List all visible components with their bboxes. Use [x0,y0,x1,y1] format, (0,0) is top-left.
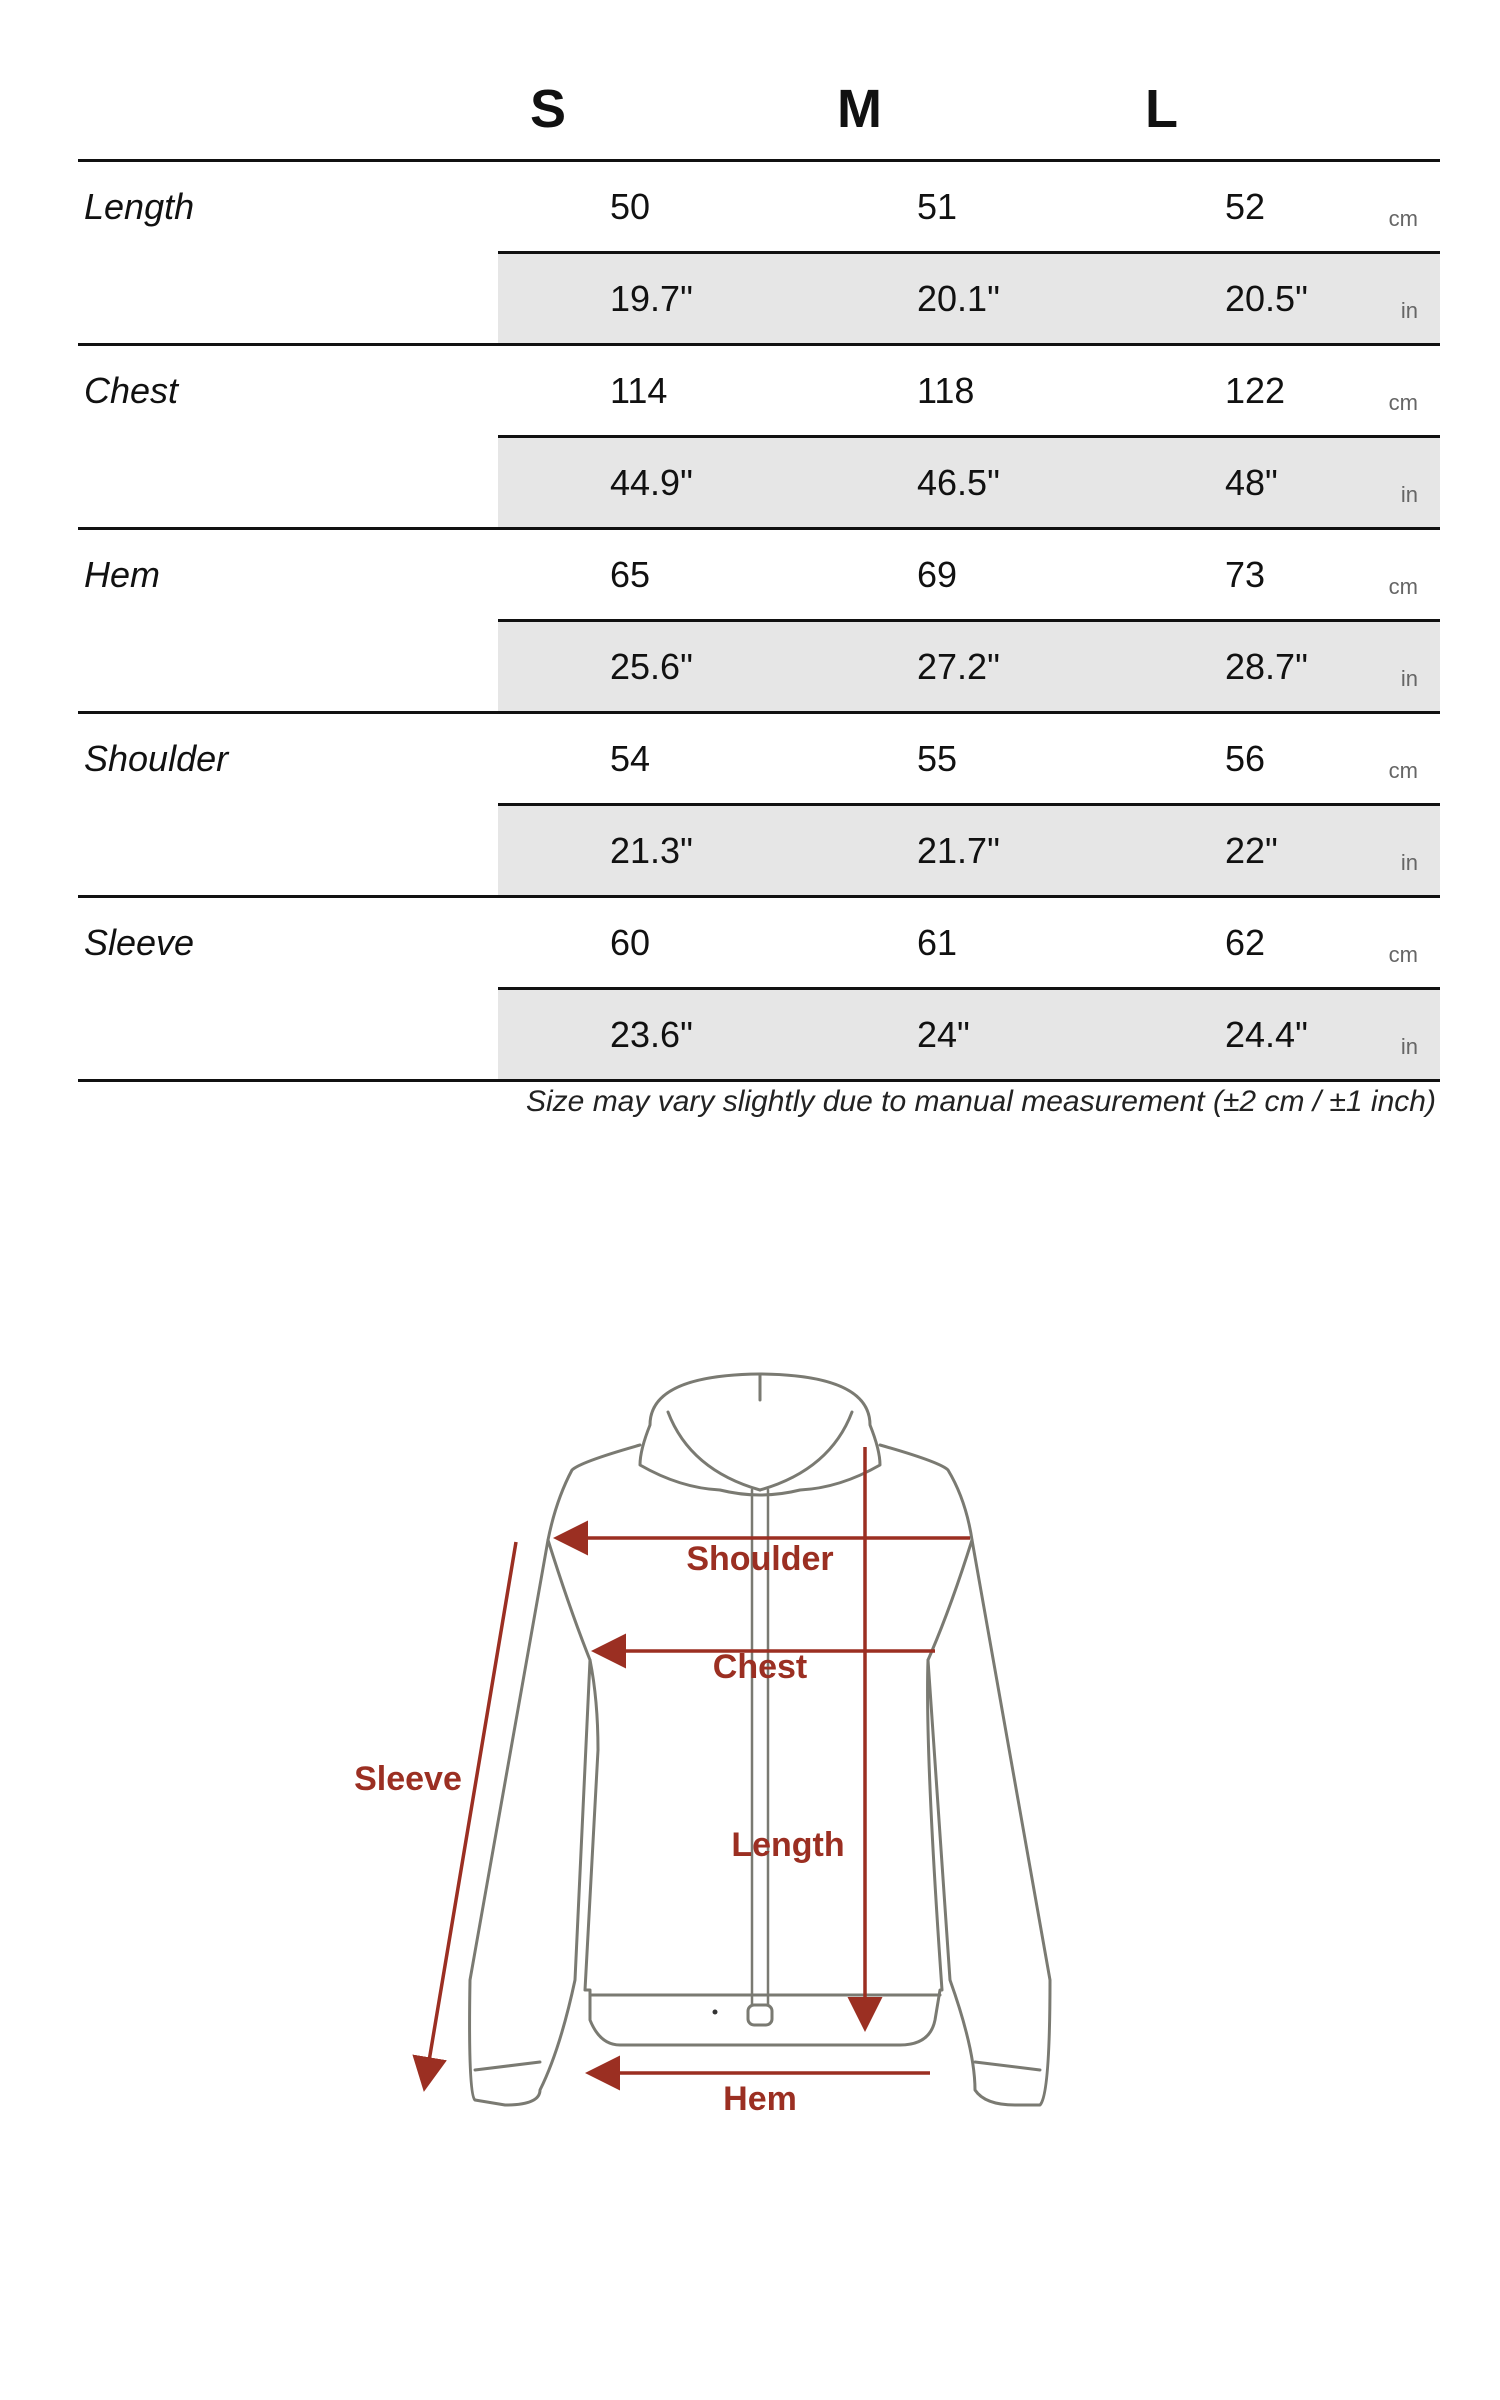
measurement-label: Shoulder [84,738,229,779]
cell-l: 20.5" [1225,278,1308,319]
sleeve-label: Sleeve [354,1760,462,1798]
measurement-label: Chest [84,370,179,411]
unit-cm: cm [1388,942,1418,967]
cell-s: 19.7" [610,278,693,319]
cm-row [498,714,1440,806]
cell-m: 20.1" [917,278,1000,319]
size-m-header: M [837,79,882,139]
measurement-group-hem [78,530,1440,714]
brand-tag-dot [713,2010,718,2015]
unit-in: in [1400,482,1418,507]
cell-l: 73 [1225,554,1266,595]
unit-cm: cm [1388,206,1418,231]
shoulder-label: Shoulder [686,1540,834,1578]
measurement-label: Length [84,186,195,227]
unit-in: in [1400,298,1418,323]
cell-s: 44.9" [610,462,693,503]
cell-l: 52 [1225,186,1266,227]
hood-inner-right [760,1412,852,1490]
size-header [0,0,1500,160]
cell-l: 122 [1225,370,1286,411]
hood-inner-left [668,1412,760,1490]
cell-l: 56 [1225,738,1266,779]
measurement-group-length [78,162,1440,346]
cm-row [498,162,1440,254]
length-label: Length [731,1826,845,1864]
inch-row [498,438,1440,527]
size-s-header: S [530,79,567,139]
cell-m: 55 [917,738,958,779]
cell-s: 114 [610,370,668,411]
unit-cm: cm [1388,390,1418,415]
cell-s: 50 [610,186,651,227]
right-cuff-seam [975,2062,1040,2070]
cell-s: 23.6" [610,1014,693,1055]
unit-cm: cm [1388,758,1418,783]
inch-row [498,806,1440,895]
inch-row [498,990,1440,1079]
cell-m: 21.7" [917,830,1000,871]
unit-in: in [1400,850,1418,875]
measurement-label: Sleeve [84,922,195,963]
cell-l: 28.7" [1225,646,1308,687]
cell-s: 21.3" [610,830,693,871]
unit-in: in [1400,1034,1418,1059]
cell-m: 61 [917,922,958,963]
cell-m: 118 [917,370,975,411]
measurement-label: Hem [84,554,161,595]
cell-l: 22" [1225,830,1278,871]
inch-row [498,622,1440,711]
cell-m: 46.5" [917,462,1000,503]
right-armhole-seam [928,1540,972,1660]
size-chart-table [78,159,1440,1082]
cell-s: 60 [610,922,651,963]
size-l-header: L [1145,79,1178,139]
cell-m: 51 [917,186,958,227]
cell-m: 69 [917,554,958,595]
cell-m: 27.2" [917,646,1000,687]
cell-s: 65 [610,554,651,595]
measurement-group-sleeve [78,898,1440,1082]
cm-row [498,346,1440,438]
cell-m: 24" [917,1014,970,1055]
hoodie-measurement-diagram [300,1330,1100,2130]
unit-cm: cm [1388,574,1418,599]
chest-label: Chest [712,1648,808,1686]
cm-row [498,898,1440,990]
left-armhole-seam [548,1540,590,1660]
measurement-group-shoulder [78,714,1440,898]
hem-label: Hem [723,2080,797,2118]
unit-in: in [1400,666,1418,691]
cm-row [498,530,1440,622]
inch-row [498,254,1440,343]
cell-l: 62 [1225,922,1266,963]
left-cuff-seam [475,2062,540,2070]
measurement-disclaimer: Size may vary slightly due to manual measurement (±2 cm / ±1 inch) [526,1085,1436,1118]
cell-l: 24.4" [1225,1014,1308,1055]
cell-s: 54 [610,738,651,779]
hoodie-outline [470,1374,1050,2105]
cell-s: 25.6" [610,646,693,687]
zipper-pull-icon [748,2005,772,2025]
cell-l: 48" [1225,462,1278,503]
measurement-group-chest [78,346,1440,530]
